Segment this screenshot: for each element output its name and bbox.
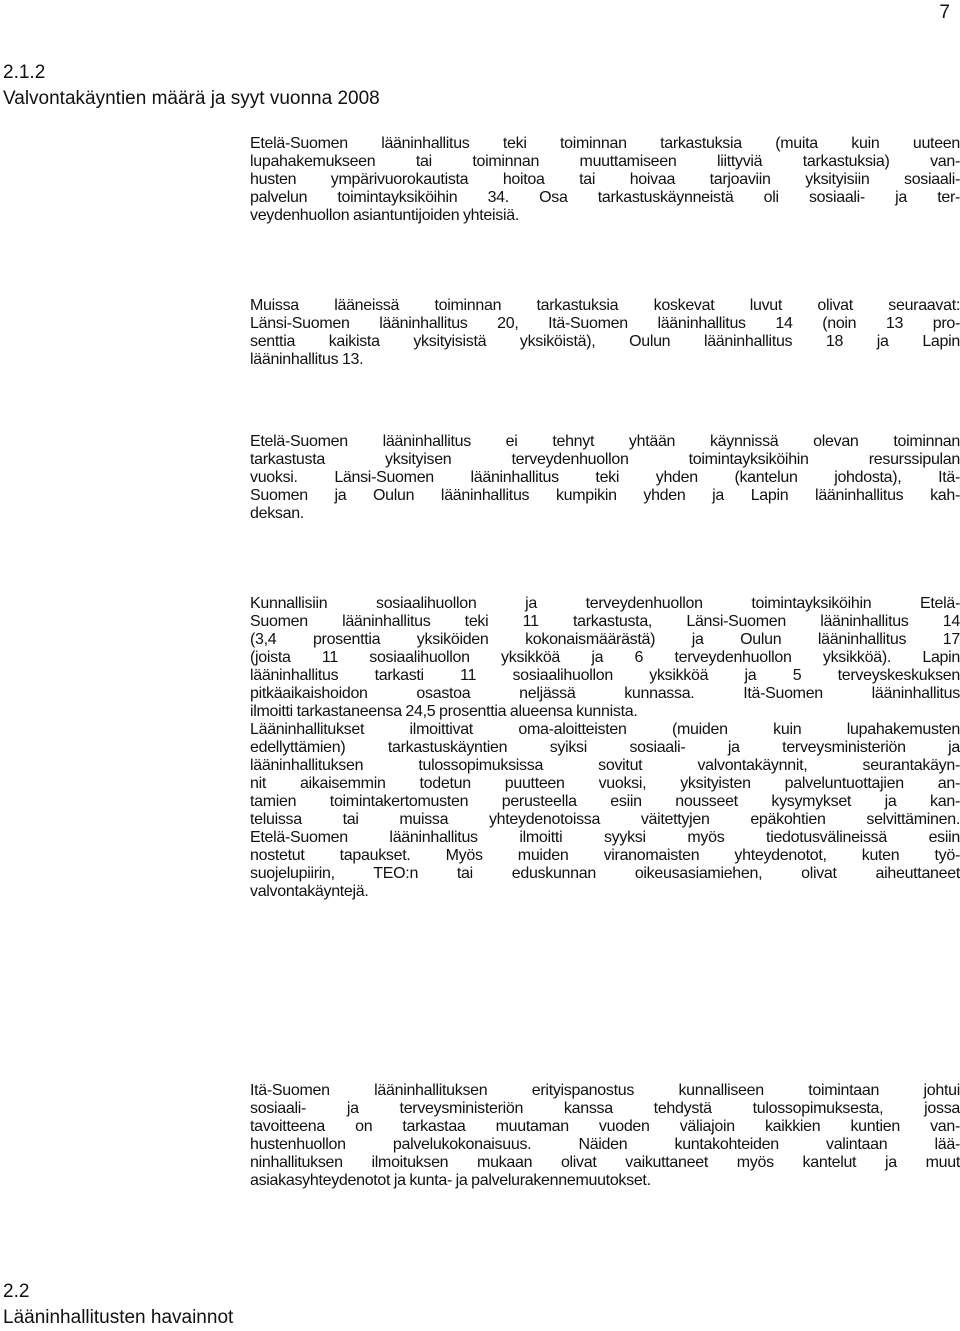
text-line: Länsi-Suomen lääninhallitus 20, Itä-Suomen lääninhallitus 14 (noin 13 pro-	[250, 315, 960, 332]
text-line: veydenhuollon asiantuntijoiden yhteisiä.	[250, 207, 519, 224]
text-line: Kunnallisiin sosiaalihuollon ja terveydenhuollon toimintayksiköihin Etelä-	[250, 595, 960, 612]
section-number: 2.2	[3, 1281, 30, 1302]
text-line: ninhallituksen ilmoituksen mukaan olivat vaikuttaneet myös kantelut ja muut	[250, 1154, 960, 1171]
text-line: valvontakäyntejä.	[250, 883, 369, 900]
text-line: sosiaali- ja terveysministeriön kanssa tehdystä tulossopimuksesta, jossa	[250, 1100, 960, 1117]
text-line: ilmoitti tarkastaneensa 24,5 prosenttia alueensa kunnista.	[250, 703, 638, 720]
text-line: vuoksi. Länsi-Suomen lääninhallitus teki yhden (kantelun johdosta), Itä-	[250, 469, 960, 486]
text-line: tavoitteena on tarkastaa muutaman vuoden väliajoin kaikkien kuntien van-	[250, 1118, 960, 1135]
text-line: teluissa tai muissa yhteydenotoissa väitettyjen epäkohtien selvittäminen.	[250, 811, 960, 828]
text-line: asiakasyhteydenotot ja kunta- ja palvelurakennemuutokset.	[250, 1172, 651, 1189]
text-line: lupahakemukseen tai toiminnan muuttamiseen liittyviä tarkastuksia) van-	[250, 153, 960, 170]
text-line: tamien toimintakertomusten perusteella esiin nousseet kysymykset ja kan-	[250, 793, 960, 810]
text-line: pitkäaikaishoidon osastoa neljässä kunnassa. Itä-Suomen lääninhallitus	[250, 685, 960, 702]
text-line: lääninhallitus 13.	[250, 351, 364, 368]
section-number: 2.1.2	[3, 62, 46, 83]
paragraph-muut-laanit	[250, 297, 960, 369]
paragraph-terveydenhuolto	[250, 433, 960, 523]
page-number: 7	[939, 2, 950, 23]
paragraph-kunnalliset-yksikot	[250, 595, 960, 901]
text-line: hustenhuollon palvelukokonaisuus. Näiden kuntakohteiden valintaan lää-	[250, 1136, 960, 1153]
text-line: husten ympärivuorokautista hoitoa tai hoivaa tarjoaviin yksityisiin sosiaali-	[250, 171, 960, 188]
text-line: suojelupiirin, TEO:n tai eduskunnan oikeusasiamiehen, olivat aiheuttaneet	[250, 865, 960, 882]
text-line: deksan.	[250, 505, 304, 522]
text-line: lääninhallitus tarkasti 11 sosiaalihuollon yksikköä ja 5 terveyskeskuksen	[250, 667, 960, 684]
text-line: (3,4 prosenttia yksiköiden kokonaismäärästä) ja Oulun lääninhallitus 17	[250, 631, 960, 648]
text-line: Suomen ja Oulun lääninhallitus kumpikin yhden ja Lapin lääninhallitus kah-	[250, 487, 960, 504]
text-line: senttia kaikista yksityisistä yksiköistä), Oulun lääninhallitus 18 ja Lapin	[250, 333, 960, 350]
text-line: Suomen lääninhallitus teki 11 tarkastusta, Länsi-Suomen lääninhallitus 14	[250, 613, 960, 630]
section-title: Lääninhallitusten havainnot	[3, 1307, 234, 1328]
text-line: Etelä-Suomen lääninhallitus ei tehnyt yhtään käynnissä olevan toiminnan	[250, 433, 960, 450]
paragraph-ita-suomen-erityispanostus	[250, 1082, 960, 1190]
section-heading-2-2	[3, 1279, 233, 1331]
text-line: (joista 11 sosiaalihuollon yksikköä ja 6 terveydenhuollon yksikköä). Lapin	[250, 649, 960, 666]
text-line: Etelä-Suomen lääninhallitus ilmoitti syyksi myös tiedotusvälineissä esiin	[250, 829, 960, 846]
text-line: edellyttämien) tarkastuskäyntien syiksi sosiaali- ja terveysministeriön ja	[250, 739, 960, 756]
text-line: Muissa lääneissä toiminnan tarkastuksia koskevat luvut olivat seuraavat:	[250, 297, 960, 314]
text-line: tarkastusta yksityisen terveydenhuollon toimintayksiköihin resurssipulan	[250, 451, 960, 468]
text-line: lääninhallituksen tulossopimuksissa sovitut valvontakäynnit, seurantakäyn-	[250, 757, 960, 774]
text-line: palvelun toimintayksiköihin 34. Osa tarkastuskäynneistä oli sosiaali- ja ter-	[250, 189, 960, 206]
text-line: Lääninhallitukset ilmoittivat oma-aloitteisten (muiden kuin lupahakemusten	[250, 721, 960, 738]
text-line: nostetut tapaukset. Myös muiden viranomaisten yhteydenotot, kuten työ-	[250, 847, 960, 864]
paragraph-etela-suomen-tarkastukset	[250, 135, 960, 225]
text-line: Etelä-Suomen lääninhallitus teki toiminnan tarkastuksia (muita kuin uuteen	[250, 135, 960, 152]
text-line: nit aikaisemmin todetun puutteen vuoksi, yksityisten palveluntuottajien an-	[250, 775, 960, 792]
section-title: Valvontakäyntien määrä ja syyt vuonna 2008	[3, 88, 380, 109]
text-line: Itä-Suomen lääninhallituksen erityispanostus kunnalliseen toimintaan johtui	[250, 1082, 960, 1099]
section-heading-2-1-2	[3, 60, 380, 112]
